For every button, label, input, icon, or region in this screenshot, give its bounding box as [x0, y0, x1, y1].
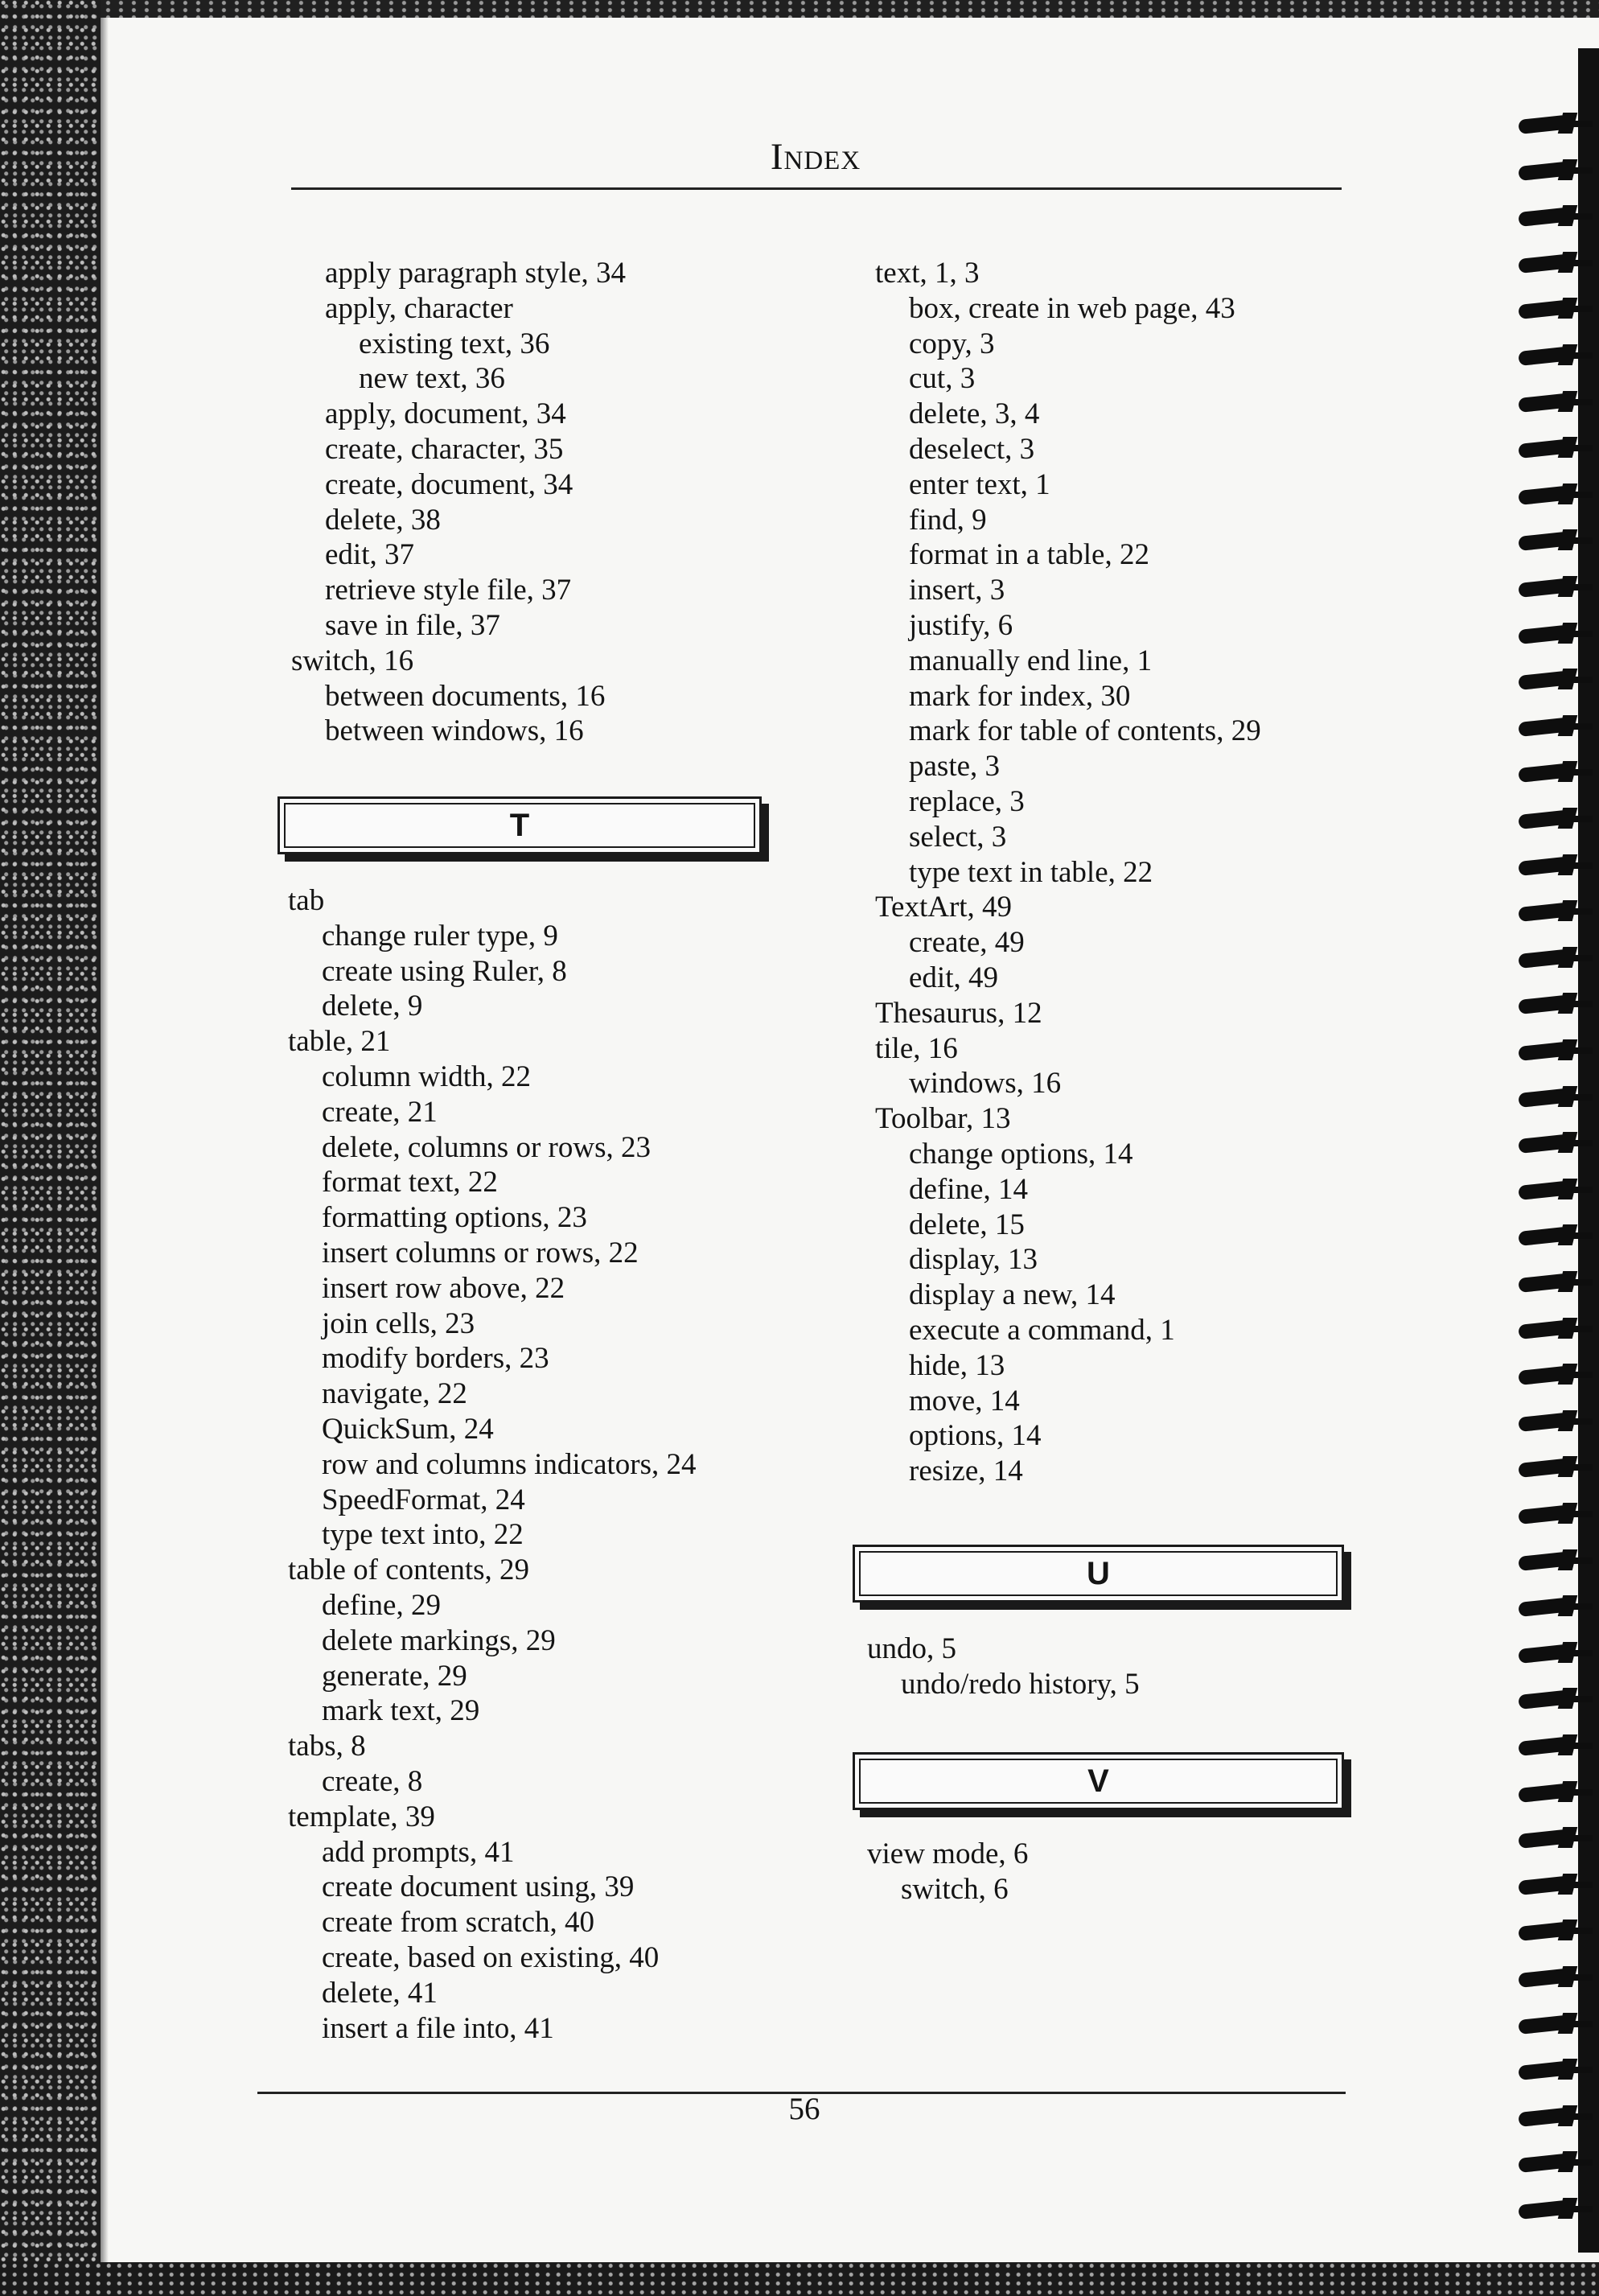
index-subentry: move, 14	[909, 1384, 1020, 1418]
binding-coil	[1512, 993, 1593, 1014]
scan-edge-left	[0, 0, 101, 2296]
index-entry: tabs, 8	[288, 1730, 366, 1763]
binding-coil	[1512, 1132, 1593, 1153]
index-subentry: create, document, 34	[325, 467, 573, 501]
index-section-t	[288, 883, 697, 2046]
binding-coil	[1512, 1224, 1593, 1245]
index-subentry: replace, 3	[909, 784, 1025, 818]
section-letter: V	[1087, 1763, 1109, 1799]
binding-coil	[1512, 1781, 1593, 1802]
binding-coil	[1512, 252, 1593, 273]
binding-coil	[1512, 761, 1593, 782]
index-subentry: create, 49	[909, 926, 1025, 960]
binding-coil	[1512, 900, 1593, 921]
index-subentry: between windows, 16	[325, 714, 584, 748]
index-subentry: mark for table of contents, 29	[909, 714, 1261, 748]
index-subentry: existing text, 36	[359, 327, 550, 360]
index-subentry: mark text, 29	[322, 1694, 480, 1728]
index-subentry: type text into, 22	[322, 1518, 524, 1552]
binding-coil	[1512, 1734, 1593, 1755]
binding-coil	[1512, 483, 1593, 504]
binding-coil	[1512, 1364, 1593, 1385]
binding-coil	[1512, 1966, 1593, 1987]
index-subentry: windows, 16	[909, 1067, 1062, 1101]
section-header-u	[853, 1545, 1344, 1603]
index-subentry: execute a command, 1	[909, 1313, 1175, 1347]
index-subentry: QuickSum, 24	[322, 1412, 494, 1446]
index-subentry: options, 14	[909, 1419, 1042, 1453]
page-number: 56	[788, 2092, 820, 2126]
index-subentry: display, 13	[909, 1243, 1038, 1277]
index-column-right	[875, 256, 1261, 1489]
binding-coil	[1512, 344, 1593, 365]
index-subentry: create, 21	[322, 1095, 438, 1129]
binding-coil	[1512, 1920, 1593, 1940]
index-subentry: define, 29	[322, 1588, 441, 1622]
index-subentry: justify, 6	[909, 608, 1013, 642]
binding-coil	[1512, 1318, 1593, 1339]
index-subentry: delete, columns or rows, 23	[322, 1130, 651, 1164]
page-title: Index	[770, 136, 861, 178]
index-subentry: change ruler type, 9	[322, 919, 558, 953]
index-subentry: copy, 3	[909, 327, 995, 360]
index-entry: view mode, 6	[867, 1837, 1029, 1870]
index-subentry: insert, 3	[909, 574, 1005, 607]
binding-coil	[1512, 159, 1593, 180]
index-subentry: delete, 9	[322, 990, 423, 1023]
spiral-binding	[1512, 113, 1599, 2253]
index-subentry: formatting options, 23	[322, 1201, 587, 1235]
binding-coil	[1512, 1827, 1593, 1848]
index-subentry: undo/redo history, 5	[901, 1667, 1140, 1701]
index-section-u	[867, 1631, 1140, 1702]
index-subentry: paste, 3	[909, 750, 1001, 784]
binding-coil	[1512, 669, 1593, 689]
index-entry: Toolbar, 13	[875, 1102, 1011, 1136]
binding-coil	[1512, 1503, 1593, 1524]
binding-coil	[1512, 1271, 1593, 1292]
index-subentry: create, character, 35	[325, 432, 564, 466]
index-subentry: navigate, 22	[322, 1377, 467, 1411]
index-subentry: create using Ruler, 8	[322, 954, 567, 988]
binding-coil	[1512, 2059, 1593, 2080]
index-subentry: define, 14	[909, 1172, 1028, 1206]
page-edge-shadow	[101, 18, 109, 2262]
index-entry: tile, 16	[875, 1031, 958, 1065]
index-subentry: type text in table, 22	[909, 855, 1153, 889]
section-letter: U	[1087, 1556, 1110, 1591]
index-subentry: add prompts, 41	[322, 1835, 515, 1869]
index-subentry: join cells, 23	[322, 1306, 475, 1340]
binding-coil	[1512, 808, 1593, 829]
index-subentry: select, 3	[909, 820, 1007, 854]
section-header-v	[853, 1752, 1344, 1810]
index-subentry: resize, 14	[909, 1455, 1023, 1488]
index-subentry: between documents, 16	[325, 679, 606, 713]
index-subentry: new text, 36	[359, 362, 505, 396]
binding-coil	[1512, 298, 1593, 319]
index-subentry: delete, 38	[325, 503, 441, 537]
index-subentry: edit, 37	[325, 538, 414, 572]
index-subentry: retrieve style file, 37	[325, 574, 572, 607]
index-entry: tab	[288, 884, 325, 917]
index-subentry: save in file, 37	[325, 608, 500, 642]
binding-coil	[1512, 1874, 1593, 1895]
index-entry: Thesaurus, 12	[875, 996, 1042, 1030]
index-subentry: change options, 14	[909, 1137, 1133, 1171]
binding-coil	[1512, 1179, 1593, 1199]
binding-coil	[1512, 1410, 1593, 1431]
index-subentry: apply, document, 34	[325, 397, 566, 431]
index-entry: switch, 16	[291, 644, 414, 677]
index-subentry: insert columns or rows, 22	[322, 1236, 639, 1269]
index-subentry: insert a file into, 41	[322, 2011, 554, 2045]
binding-coil	[1512, 2151, 1593, 2172]
index-subentry: generate, 29	[322, 1659, 467, 1693]
index-subentry: display a new, 14	[909, 1278, 1116, 1312]
section-header-t	[277, 796, 762, 854]
binding-coil	[1512, 1642, 1593, 1663]
index-subentry: modify borders, 23	[322, 1342, 549, 1376]
binding-coil	[1512, 576, 1593, 597]
binding-coil	[1512, 854, 1593, 875]
index-entry: TextArt, 49	[875, 891, 1013, 924]
binding-coil	[1512, 1456, 1593, 1477]
binding-coil	[1512, 113, 1593, 134]
index-subentry: box, create in web page, 43	[909, 291, 1235, 325]
index-subentry: switch, 6	[901, 1872, 1009, 1906]
binding-coil	[1512, 1688, 1593, 1709]
binding-coil	[1512, 1086, 1593, 1107]
index-entry: table of contents, 29	[288, 1553, 530, 1587]
index-subentry: mark for index, 30	[909, 679, 1131, 713]
section-letter: T	[509, 808, 530, 843]
index-entry: text, 1, 3	[875, 257, 980, 290]
index-entry: template, 39	[288, 1800, 435, 1833]
binding-coil	[1512, 1595, 1593, 1616]
index-subentry: apply paragraph style, 34	[325, 257, 626, 290]
index-column-left-continued	[291, 256, 626, 749]
index-subentry: deselect, 3	[909, 432, 1035, 466]
binding-coil	[1512, 529, 1593, 550]
index-subentry: format in a table, 22	[909, 538, 1149, 572]
index-subentry: edit, 49	[909, 961, 998, 994]
index-subentry: enter text, 1	[909, 467, 1050, 501]
index-subentry: apply, character	[325, 291, 513, 325]
binding-coil	[1512, 2105, 1593, 2126]
binding-coil	[1512, 2013, 1593, 2034]
binding-coil	[1512, 947, 1593, 968]
index-entry: undo, 5	[867, 1632, 956, 1665]
binding-coil	[1512, 1549, 1593, 1570]
index-subentry: column width, 22	[322, 1060, 532, 1093]
index-subentry: create, based on existing, 40	[322, 1940, 660, 1974]
binding-coil	[1512, 437, 1593, 458]
index-subentry: find, 9	[909, 503, 987, 537]
binding-coil	[1512, 205, 1593, 226]
binding-coil	[1512, 2198, 1593, 2219]
index-subentry: insert row above, 22	[322, 1271, 565, 1305]
binding-coil	[1512, 715, 1593, 736]
index-subentry: format text, 22	[322, 1166, 498, 1199]
index-section-v	[867, 1837, 1028, 1907]
index-subentry: SpeedFormat, 24	[322, 1483, 525, 1516]
binding-coil	[1512, 623, 1593, 644]
index-subentry: row and columns indicators, 24	[322, 1447, 697, 1481]
scan-edge-top	[0, 0, 1599, 18]
index-subentry: delete markings, 29	[322, 1623, 556, 1657]
index-subentry: delete, 41	[322, 1976, 438, 2010]
binding-coil	[1512, 391, 1593, 412]
index-subentry: cut, 3	[909, 362, 976, 396]
index-subentry: delete, 3, 4	[909, 397, 1040, 431]
index-entry: table, 21	[288, 1025, 391, 1059]
index-subentry: create, 8	[322, 1764, 423, 1798]
header-rule	[291, 187, 1342, 190]
scan-edge-bottom	[0, 2262, 1599, 2296]
index-subentry: create document using, 39	[322, 1870, 635, 1904]
index-subentry: create from scratch, 40	[322, 1906, 594, 1940]
binding-coil	[1512, 1039, 1593, 1060]
index-subentry: manually end line, 1	[909, 644, 1153, 677]
index-subentry: hide, 13	[909, 1348, 1005, 1382]
index-subentry: delete, 15	[909, 1208, 1025, 1241]
